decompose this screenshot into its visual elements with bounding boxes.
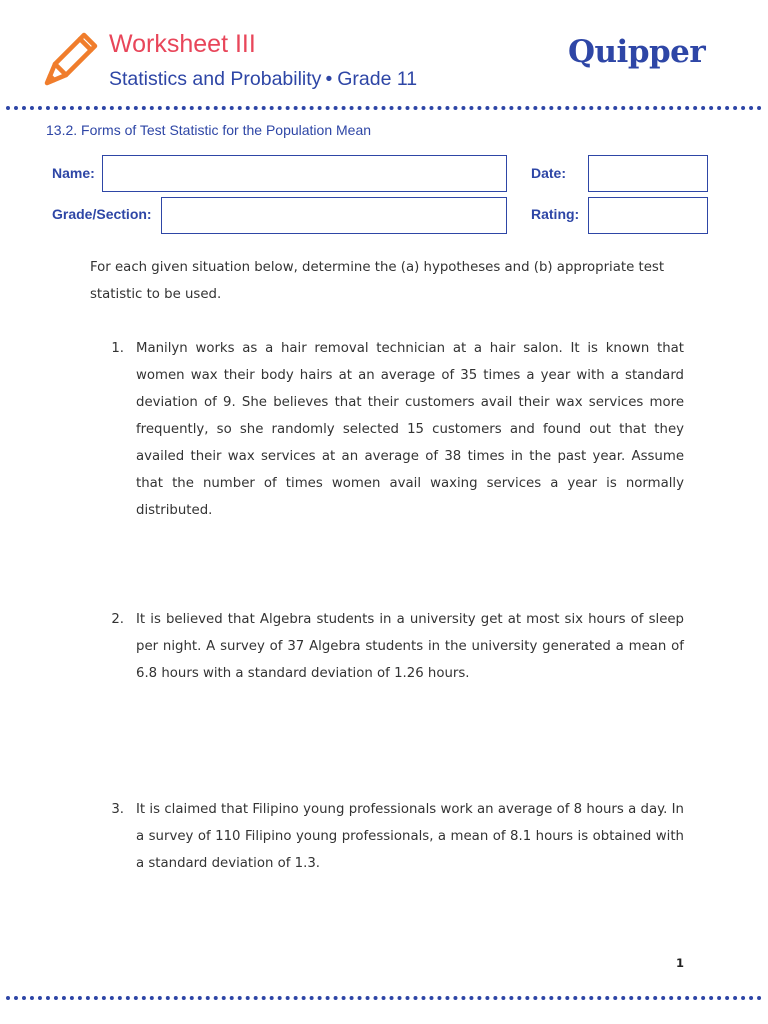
- name-label: Name:: [52, 165, 95, 181]
- question-text: It is believed that Algebra students in a university get at most six hours of sleep per night. A survey of 37 Algebra students in the university generated a mean of 6.8 hours with a standard deviation of 1.26 hours.: [136, 612, 684, 681]
- grade-level: Grade 11: [337, 68, 418, 90]
- grade-section-field[interactable]: [161, 197, 507, 234]
- date-label: Date:: [531, 165, 567, 181]
- rating-label: Rating:: [531, 206, 580, 222]
- question-number: 1.: [111, 341, 124, 356]
- instructions: For each given situation below, determine the (a) hypotheses and (b) appropriate test statistic to be used.: [90, 260, 665, 302]
- question-number: 2.: [111, 612, 124, 627]
- worksheet-title: Worksheet III: [109, 30, 256, 58]
- date-field[interactable]: [588, 155, 708, 192]
- grade-section-label: Grade/Section:: [52, 206, 152, 222]
- subject-separator: •: [325, 68, 333, 90]
- pencil-icon: [40, 24, 100, 88]
- bottom-divider: [6, 996, 762, 1000]
- section-heading: 13.2. Forms of Test Statistic for the Population Mean: [46, 122, 372, 138]
- question-number: 3.: [111, 802, 124, 817]
- top-divider: [6, 106, 762, 110]
- question-text: It is claimed that Filipino young professionals work an average of 8 hours a day. In a survey of 110 Filipino young professionals, a mean of 8.1 hours is obtained with a standard deviation of 1.3.: [136, 802, 684, 871]
- question-text: Manilyn works as a hair removal technician at a hair salon. It is known that women wax their body hairs at an average of 35 times a year with a standard deviation of 9. She believes that their customers avail their wax services more frequently, so she randomly selected 15 customers and found out that they availed their wax services at an average of 38 times in the past year. Assume that the number of times women avail waxing services a year is normally distributed.: [136, 341, 684, 518]
- subject-line: [109, 68, 417, 91]
- page-number: 1: [675, 956, 684, 970]
- quipper-logo: Quipper: [568, 34, 706, 70]
- rating-field[interactable]: [588, 197, 708, 234]
- name-field[interactable]: [102, 155, 507, 192]
- subject-name: Statistics and Probability: [109, 68, 322, 90]
